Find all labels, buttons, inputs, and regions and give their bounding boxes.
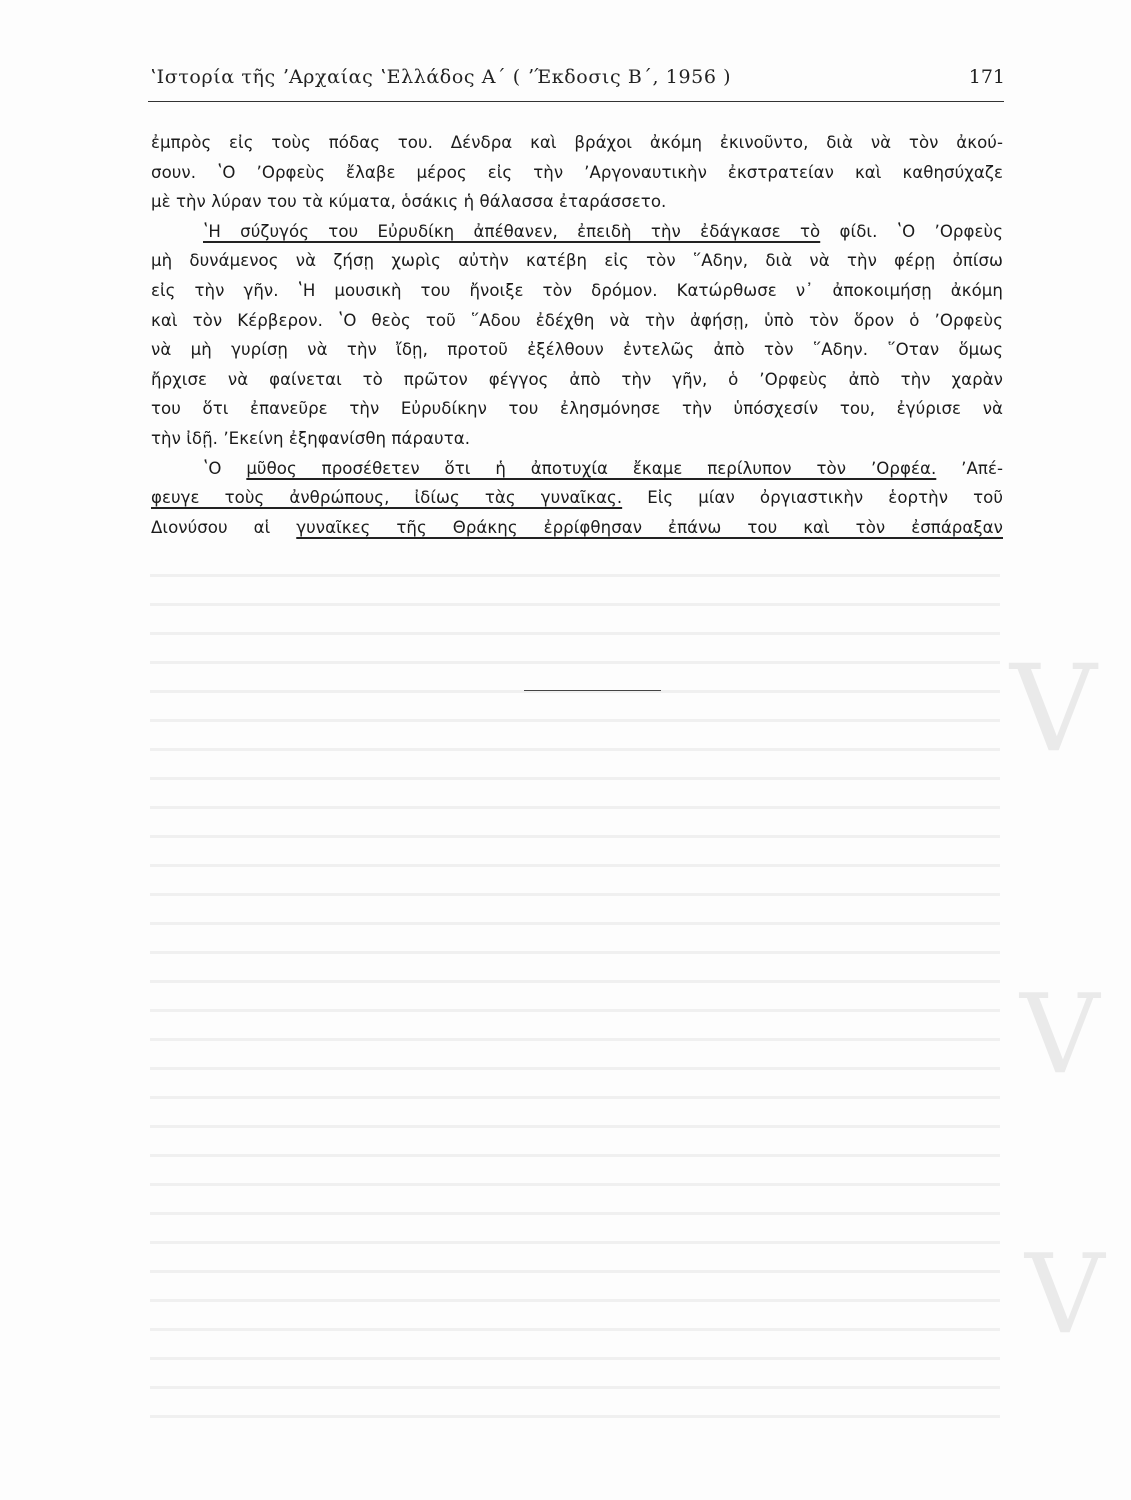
text-segment: Εἰς μίαν ὀργιαστικὴν ἑορτὴν τοῦ xyxy=(622,488,1003,508)
body-text xyxy=(151,128,1003,542)
text-segment: Διονύσου αἱ xyxy=(151,517,297,537)
text-line: του ὅτι ἐπανεῦρε τὴν Εὐρυδίκην του ἐλησμόνησε τὴν ὑπόσχεσίν του, ἐγύρισε νὰ xyxy=(151,399,1003,419)
text-line: τὴν ἰδῇ. ʼΕκείνη ἐξηφανίσθη πάραυτα. xyxy=(151,428,471,448)
header-rule xyxy=(148,101,1004,102)
text-line: καὶ τὸν Κέρβερον. ʽΟ θεὸς τοῦ ῞Αδου ἐδέχθη νὰ τὴν ἀφήσῃ, ὑπὸ τὸν ὅρον ὁ ʼΟρφεὺς xyxy=(151,310,1003,330)
text-line: νὰ μὴ γυρίσῃ νὰ τὴν ἴδῃ, προτοῦ ἐξέλθουν ἐντελῶς ἀπὸ τὸν ῞Αδην. ῞Οταν ὅμως xyxy=(151,340,1003,360)
text-line: σουν. ʽΟ ʼΟρφεὺς ἔλαβε μέρος εἰς τὴν ʼΑργοναυτικὴν ἐκστρατείαν καὶ καθησύχαζε xyxy=(151,162,1003,182)
paragraph-2 xyxy=(151,217,1003,454)
text-line: ἤρχισε νὰ φαίνεται τὸ πρῶτον φέγγος ἀπὸ τὴν γῆν, ὁ ʼΟρφεὺς ἀπὸ τὴν χαρὰν xyxy=(151,369,1003,389)
text-line: ἐμπρὸς εἰς τοὺς πόδας του. Δένδρα καὶ βράχοι ἀκόμη ἐκινοῦντο, διὰ νὰ τὸν ἀκού- xyxy=(151,133,1003,152)
text-line: εἰς τὴν γῆν. ʽΗ μουσικὴ του ἤνοιξε τὸν δρόμον. Κατώρθωσε ν᾽ ἀποκοιμήσῃ ἀκόμη xyxy=(151,280,1003,300)
text-line xyxy=(151,217,1003,247)
running-title: ʽΙστορία τῆς ʼΑρχαίας ʽΕλλάδος Α΄ ( ʼΈκδοσις Β΄, 1956 ) xyxy=(150,66,732,88)
underlined-text: μῦθος προσέθετεν ὅτι ἡ ἀποτυχία ἔκαμε περίλυπον τὸν ʼΟρφέα. xyxy=(246,458,937,478)
text-segment: ʽΟ xyxy=(203,458,247,478)
underlined-text: ʽΗ σύζυγός του Εὐρυδίκη ἀπέθανεν, ἐπειδὴ τὴν ἐδάγκασε τὸ xyxy=(203,221,821,241)
text-line xyxy=(151,513,1003,543)
text-segment: ʼΑπέ- xyxy=(936,458,1004,478)
paragraph-1 xyxy=(151,128,1003,217)
paragraph-3 xyxy=(151,454,1003,543)
page-header xyxy=(150,66,1005,100)
section-end-rule xyxy=(524,690,661,691)
bleed-through-mark: V xyxy=(1020,970,1100,1098)
underlined-text: γυναῖκες τῆς Θράκης ἐρρίφθησαν ἐπάνω του καὶ τὸν ἐσπάραξαν xyxy=(296,517,1003,537)
underlined-text: φευγε τοὺς ἀνθρώπους, ἰδίως τὰς γυναῖκας. xyxy=(151,488,623,508)
bleed-through-mark: V xyxy=(1025,1230,1105,1358)
text-segment: φίδι. ʽΟ ʼΟρφεὺς xyxy=(820,221,1003,241)
text-line: μὴ δυνάμενος νὰ ζήσῃ χωρὶς αὐτὴν κατέβη εἰς τὸν ῞Αδην, διὰ νὰ τὴν φέρῃ ὀπίσω xyxy=(151,251,1003,271)
text-line: μὲ τὴν λύραν του τὰ κύματα, ὁσάκις ἡ θάλασσα ἐταράσσετο. xyxy=(151,192,667,212)
page-number: 171 xyxy=(968,66,1005,88)
text-line xyxy=(151,454,1003,484)
bleed-through-mark: V xyxy=(1010,640,1097,779)
text-line xyxy=(151,483,1003,513)
